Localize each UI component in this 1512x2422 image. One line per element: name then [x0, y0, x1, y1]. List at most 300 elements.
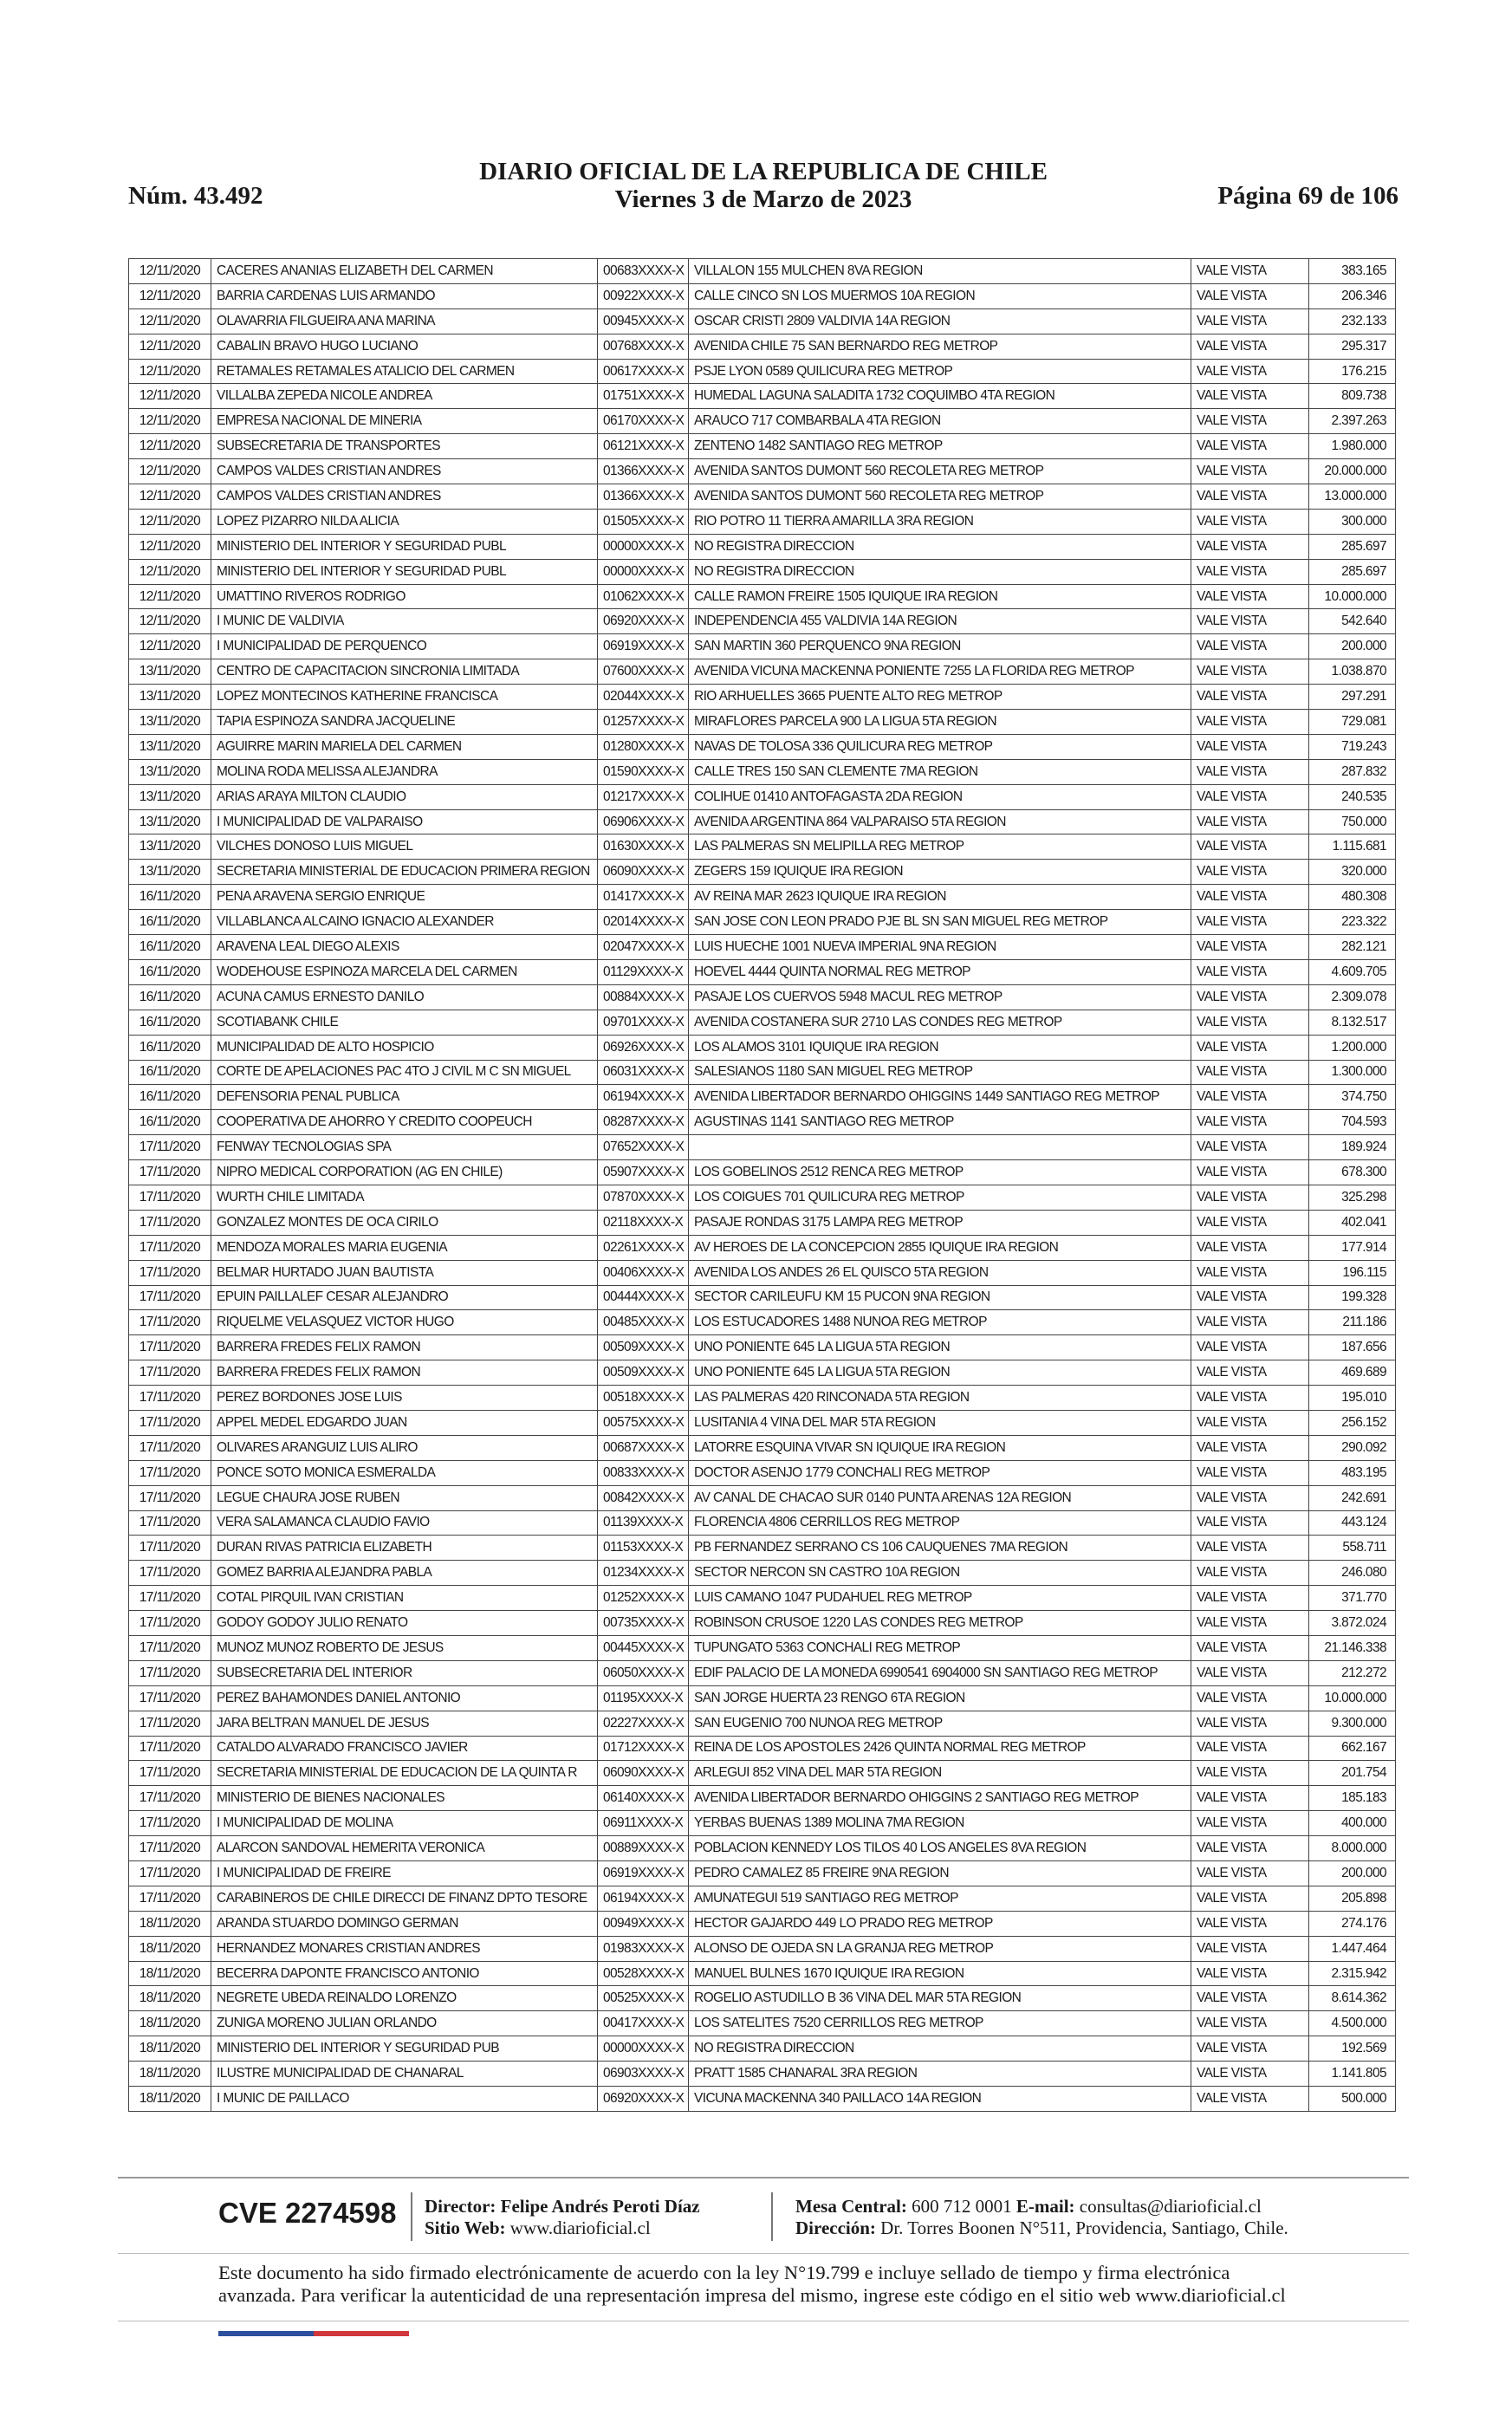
payment-type-cell: VALE VISTA: [1191, 308, 1309, 334]
payment-type-cell: VALE VISTA: [1191, 1160, 1309, 1185]
table-row: [129, 1986, 1396, 2011]
amount-cell: 199.328: [1309, 1285, 1396, 1310]
table-row: [129, 1335, 1396, 1360]
name-cell: VILLALBA ZEPEDA NICOLE ANDREA: [211, 384, 598, 409]
address-cell: NO REGISTRA DIRECCION: [689, 559, 1191, 584]
address-cell: EDIF PALACIO DE LA MONEDA 6990541 6904000 SN SANTIAGO REG METROP: [689, 1660, 1191, 1685]
date-cell: 13/11/2020: [129, 784, 211, 809]
address-cell: SALESIANOS 1180 SAN MIGUEL REG METROP: [689, 1060, 1191, 1085]
rut-cell: 06903XXXX-X: [598, 2062, 689, 2087]
amount-cell: 1.300.000: [1309, 1060, 1396, 1085]
address-cell: PEDRO CAMALEZ 85 FREIRE 9NA REGION: [689, 1861, 1191, 1886]
amount-cell: 1.447.464: [1309, 1936, 1396, 1961]
amount-cell: 809.738: [1309, 384, 1396, 409]
flag-blue-band: [218, 2331, 314, 2336]
amount-cell: 704.593: [1309, 1110, 1396, 1135]
date-cell: 17/11/2020: [129, 1536, 211, 1561]
date-cell: 12/11/2020: [129, 584, 211, 609]
date-cell: 17/11/2020: [129, 1861, 211, 1886]
date-cell: 12/11/2020: [129, 259, 211, 284]
address-cell: RIO POTRO 11 TIERRA AMARILLA 3RA REGION: [689, 509, 1191, 534]
web-label: Sitio Web:: [425, 2217, 506, 2238]
payment-type-cell: VALE VISTA: [1191, 885, 1309, 910]
payment-type-cell: VALE VISTA: [1191, 1285, 1309, 1310]
rut-cell: 01217XXXX-X: [598, 784, 689, 809]
rut-cell: 01139XXXX-X: [598, 1510, 689, 1536]
address-cell: AVENIDA SANTOS DUMONT 560 RECOLETA REG METROP: [689, 484, 1191, 510]
address-cell: ALONSO DE OJEDA SN LA GRANJA REG METROP: [689, 1936, 1191, 1961]
date-cell: 12/11/2020: [129, 334, 211, 359]
amount-cell: 256.152: [1309, 1410, 1396, 1435]
name-cell: MINISTERIO DEL INTERIOR Y SEGURIDAD PUBL: [211, 534, 598, 559]
table-row: [129, 710, 1396, 735]
payment-type-cell: VALE VISTA: [1191, 609, 1309, 634]
footer-divider: [411, 2192, 412, 2241]
payment-type-cell: VALE VISTA: [1191, 1961, 1309, 1986]
direccion-value: Dr. Torres Boonen N°511, Providencia, Santiago, Chile.: [880, 2217, 1288, 2238]
address-cell: HUMEDAL LAGUNA SALADITA 1732 COQUIMBO 4TA REGION: [689, 384, 1191, 409]
address-cell: AVENIDA LOS ANDES 26 EL QUISCO 5TA REGION: [689, 1260, 1191, 1285]
amount-cell: 4.609.705: [1309, 959, 1396, 984]
payment-type-cell: VALE VISTA: [1191, 834, 1309, 860]
amount-cell: 2.315.942: [1309, 1961, 1396, 1986]
name-cell: FENWAY TECNOLOGIAS SPA: [211, 1135, 598, 1160]
date-cell: 16/11/2020: [129, 910, 211, 935]
date-cell: 17/11/2020: [129, 1886, 211, 1911]
flag-red-band: [314, 2331, 409, 2336]
name-cell: MENDOZA MORALES MARIA EUGENIA: [211, 1235, 598, 1260]
amount-cell: 200.000: [1309, 634, 1396, 659]
payment-type-cell: VALE VISTA: [1191, 2011, 1309, 2036]
legal-line-2: avanzada. Para verificar la autenticidad de una representación impresa del mismo, ingrese este código en el sitio web www.diarioficial.cl: [218, 2284, 1286, 2306]
amount-cell: 297.291: [1309, 685, 1396, 710]
rut-cell: 00000XXXX-X: [598, 559, 689, 584]
date-cell: 12/11/2020: [129, 559, 211, 584]
amount-cell: 206.346: [1309, 283, 1396, 308]
table-row: [129, 509, 1396, 534]
payments-table-container: [128, 258, 1395, 2112]
date-cell: 17/11/2020: [129, 1360, 211, 1386]
name-cell: MUNICIPALIDAD DE ALTO HOSPICIO: [211, 1035, 598, 1060]
address-cell: PRATT 1585 CHANARAL 3RA REGION: [689, 2062, 1191, 2087]
name-cell: AGUIRRE MARIN MARIELA DEL CARMEN: [211, 734, 598, 759]
name-cell: MUNOZ MUNOZ ROBERTO DE JESUS: [211, 1635, 598, 1660]
rut-cell: 00000XXXX-X: [598, 2036, 689, 2062]
name-cell: PENA ARAVENA SERGIO ENRIQUE: [211, 885, 598, 910]
payment-type-cell: VALE VISTA: [1191, 434, 1309, 459]
name-cell: BARRERA FREDES FELIX RAMON: [211, 1360, 598, 1386]
name-cell: CABALIN BRAVO HUGO LUCIANO: [211, 334, 598, 359]
address-cell: ARAUCO 717 COMBARBALA 4TA REGION: [689, 409, 1191, 434]
payment-type-cell: VALE VISTA: [1191, 1135, 1309, 1160]
publication-date: Viernes 3 de Marzo de 2023: [614, 185, 912, 213]
name-cell: APPEL MEDEL EDGARDO JUAN: [211, 1410, 598, 1435]
payment-type-cell: VALE VISTA: [1191, 484, 1309, 510]
address-cell: MIRAFLORES PARCELA 900 LA LIGUA 5TA REGION: [689, 710, 1191, 735]
date-cell: 12/11/2020: [129, 634, 211, 659]
table-row: [129, 1811, 1396, 1836]
amount-cell: 20.000.000: [1309, 459, 1396, 484]
table-row: [129, 1761, 1396, 1786]
name-cell: PEREZ BORDONES JOSE LUIS: [211, 1386, 598, 1411]
payment-type-cell: VALE VISTA: [1191, 1836, 1309, 1861]
table-row: [129, 1886, 1396, 1911]
rut-cell: 00528XXXX-X: [598, 1961, 689, 1986]
date-cell: 13/11/2020: [129, 834, 211, 860]
amount-cell: 483.195: [1309, 1460, 1396, 1485]
amount-cell: 176.215: [1309, 359, 1396, 384]
name-cell: SECRETARIA MINISTERIAL DE EDUCACION DE LA QUINTA R: [211, 1761, 598, 1786]
rut-cell: 01505XXXX-X: [598, 509, 689, 534]
table-row: [129, 484, 1396, 510]
date-cell: 17/11/2020: [129, 1485, 211, 1510]
payment-type-cell: VALE VISTA: [1191, 634, 1309, 659]
name-cell: OLAVARRIA FILGUEIRA ANA MARINA: [211, 308, 598, 334]
date-cell: 17/11/2020: [129, 1685, 211, 1711]
amount-cell: 729.081: [1309, 710, 1396, 735]
date-cell: 17/11/2020: [129, 1561, 211, 1586]
date-cell: 17/11/2020: [129, 1335, 211, 1360]
name-cell: MINISTERIO DEL INTERIOR Y SEGURIDAD PUB: [211, 2036, 598, 2062]
payment-type-cell: VALE VISTA: [1191, 860, 1309, 885]
name-cell: MINISTERIO DE BIENES NACIONALES: [211, 1786, 598, 1811]
name-cell: PONCE SOTO MONICA ESMERALDA: [211, 1460, 598, 1485]
amount-cell: 374.750: [1309, 1085, 1396, 1110]
issue-number: Núm. 43.492: [128, 182, 263, 210]
table-row: [129, 1035, 1396, 1060]
name-cell: GOMEZ BARRIA ALEJANDRA PABLA: [211, 1561, 598, 1586]
address-cell: CALLE RAMON FREIRE 1505 IQUIQUE IRA REGION: [689, 584, 1191, 609]
table-row: [129, 734, 1396, 759]
rut-cell: 06919XXXX-X: [598, 634, 689, 659]
address-cell: AVENIDA VICUNA MACKENNA PONIENTE 7255 LA FLORIDA REG METROP: [689, 659, 1191, 685]
payment-type-cell: VALE VISTA: [1191, 710, 1309, 735]
table-row: [129, 1660, 1396, 1685]
mesa-label: Mesa Central:: [795, 2196, 907, 2217]
table-row: [129, 910, 1396, 935]
address-cell: PSJE LYON 0589 QUILICURA REG METROP: [689, 359, 1191, 384]
table-row: [129, 1235, 1396, 1260]
name-cell: VERA SALAMANCA CLAUDIO FAVIO: [211, 1510, 598, 1536]
address-cell: HOEVEL 4444 QUINTA NORMAL REG METROP: [689, 959, 1191, 984]
rut-cell: 01252XXXX-X: [598, 1586, 689, 1611]
date-cell: 13/11/2020: [129, 710, 211, 735]
payment-type-cell: VALE VISTA: [1191, 534, 1309, 559]
table-row: [129, 2087, 1396, 2112]
date-cell: 16/11/2020: [129, 1085, 211, 1110]
amount-cell: 200.000: [1309, 1861, 1396, 1886]
date-cell: 17/11/2020: [129, 1260, 211, 1285]
address-cell: SAN MARTIN 360 PERQUENCO 9NA REGION: [689, 634, 1191, 659]
amount-cell: 246.080: [1309, 1561, 1396, 1586]
address-cell: COLIHUE 01410 ANTOFAGASTA 2DA REGION: [689, 784, 1191, 809]
address-cell: REINA DE LOS APOSTOLES 2426 QUINTA NORMAL REG METROP: [689, 1736, 1191, 1761]
table-row: [129, 334, 1396, 359]
amount-cell: 400.000: [1309, 1811, 1396, 1836]
amount-cell: 290.092: [1309, 1435, 1396, 1460]
date-cell: 16/11/2020: [129, 959, 211, 984]
table-row: [129, 959, 1396, 984]
date-cell: 13/11/2020: [129, 659, 211, 685]
amount-cell: 285.697: [1309, 559, 1396, 584]
date-cell: 17/11/2020: [129, 1160, 211, 1185]
name-cell: LOPEZ PIZARRO NILDA ALICIA: [211, 509, 598, 534]
rut-cell: 00417XXXX-X: [598, 2011, 689, 2036]
rut-cell: 07600XXXX-X: [598, 659, 689, 685]
date-cell: 17/11/2020: [129, 1761, 211, 1786]
name-cell: ACUNA CAMUS ERNESTO DANILO: [211, 984, 598, 1010]
payment-type-cell: VALE VISTA: [1191, 1110, 1309, 1135]
payment-type-cell: VALE VISTA: [1191, 1510, 1309, 1536]
name-cell: SECRETARIA MINISTERIAL DE EDUCACION PRIMERA REGION: [211, 860, 598, 885]
payment-type-cell: VALE VISTA: [1191, 559, 1309, 584]
rut-cell: 00922XXXX-X: [598, 283, 689, 308]
name-cell: LEGUE CHAURA JOSE RUBEN: [211, 1485, 598, 1510]
payment-type-cell: VALE VISTA: [1191, 359, 1309, 384]
date-cell: 17/11/2020: [129, 1836, 211, 1861]
payment-type-cell: VALE VISTA: [1191, 1586, 1309, 1611]
masthead: [128, 158, 1398, 213]
amount-cell: 750.000: [1309, 809, 1396, 834]
address-cell: SECTOR CARILEUFU KM 15 PUCON 9NA REGION: [689, 1285, 1191, 1310]
address-cell: NO REGISTRA DIRECCION: [689, 2036, 1191, 2062]
payment-type-cell: VALE VISTA: [1191, 1936, 1309, 1961]
table-row: [129, 1110, 1396, 1135]
amount-cell: 2.397.263: [1309, 409, 1396, 434]
rut-cell: 00445XXXX-X: [598, 1635, 689, 1660]
table-row: [129, 584, 1396, 609]
table-row: [129, 1485, 1396, 1510]
address-cell: POBLACION KENNEDY LOS TILOS 40 LOS ANGELES 8VA REGION: [689, 1836, 1191, 1861]
payment-type-cell: VALE VISTA: [1191, 334, 1309, 359]
table-row: [129, 434, 1396, 459]
name-cell: TAPIA ESPINOZA SANDRA JACQUELINE: [211, 710, 598, 735]
amount-cell: 201.754: [1309, 1761, 1396, 1786]
payment-type-cell: VALE VISTA: [1191, 1611, 1309, 1636]
table-row: [129, 1561, 1396, 1586]
table-row: [129, 1611, 1396, 1636]
address-cell: RIO ARHUELLES 3665 PUENTE ALTO REG METROP: [689, 685, 1191, 710]
amount-cell: 2.309.078: [1309, 984, 1396, 1010]
name-cell: MOLINA RODA MELISSA ALEJANDRA: [211, 759, 598, 784]
rut-cell: 02261XXXX-X: [598, 1235, 689, 1260]
name-cell: WURTH CHILE LIMITADA: [211, 1185, 598, 1210]
name-cell: GONZALEZ MONTES DE OCA CIRILO: [211, 1210, 598, 1235]
table-row: [129, 1460, 1396, 1485]
amount-cell: 500.000: [1309, 2087, 1396, 2112]
address-cell: LAS PALMERAS 420 RINCONADA 5TA REGION: [689, 1386, 1191, 1411]
address-cell: SECTOR NERCON SN CASTRO 10A REGION: [689, 1561, 1191, 1586]
rut-cell: 00842XXXX-X: [598, 1485, 689, 1510]
name-cell: SCOTIABANK CHILE: [211, 1010, 598, 1035]
address-cell: AV REINA MAR 2623 IQUIQUE IRA REGION: [689, 885, 1191, 910]
address-cell: AV HEROES DE LA CONCEPCION 2855 IQUIQUE IRA REGION: [689, 1235, 1191, 1260]
amount-cell: 242.691: [1309, 1485, 1396, 1510]
amount-cell: 196.115: [1309, 1260, 1396, 1285]
payment-type-cell: VALE VISTA: [1191, 1485, 1309, 1510]
address-cell: AVENIDA LIBERTADOR BERNARDO OHIGGINS 2 SANTIAGO REG METROP: [689, 1786, 1191, 1811]
address-cell: TUPUNGATO 5363 CONCHALI REG METROP: [689, 1635, 1191, 1660]
rut-cell: 00833XXXX-X: [598, 1460, 689, 1485]
table-row: [129, 559, 1396, 584]
date-cell: 12/11/2020: [129, 484, 211, 510]
name-cell: CACERES ANANIAS ELIZABETH DEL CARMEN: [211, 259, 598, 284]
address-cell: ROBINSON CRUSOE 1220 LAS CONDES REG METROP: [689, 1611, 1191, 1636]
payment-type-cell: VALE VISTA: [1191, 1561, 1309, 1586]
date-cell: 12/11/2020: [129, 459, 211, 484]
amount-cell: 383.165: [1309, 259, 1396, 284]
payment-type-cell: VALE VISTA: [1191, 1911, 1309, 1936]
date-cell: 16/11/2020: [129, 935, 211, 960]
amount-cell: 371.770: [1309, 1586, 1396, 1611]
date-cell: 17/11/2020: [129, 1410, 211, 1435]
payment-type-cell: VALE VISTA: [1191, 1335, 1309, 1360]
date-cell: 16/11/2020: [129, 984, 211, 1010]
date-cell: 17/11/2020: [129, 1185, 211, 1210]
address-cell: HECTOR GAJARDO 449 LO PRADO REG METROP: [689, 1911, 1191, 1936]
amount-cell: 320.000: [1309, 860, 1396, 885]
name-cell: ILUSTRE MUNICIPALIDAD DE CHANARAL: [211, 2062, 598, 2087]
name-cell: CATALDO ALVARADO FRANCISCO JAVIER: [211, 1736, 598, 1761]
rut-cell: 01366XXXX-X: [598, 484, 689, 510]
amount-cell: 187.656: [1309, 1335, 1396, 1360]
payment-type-cell: VALE VISTA: [1191, 1685, 1309, 1711]
rut-cell: 00525XXXX-X: [598, 1986, 689, 2011]
amount-cell: 9.300.000: [1309, 1711, 1396, 1736]
amount-cell: 13.000.000: [1309, 484, 1396, 510]
address-cell: AMUNATEGUI 519 SANTIAGO REG METROP: [689, 1886, 1191, 1911]
rut-cell: 00617XXXX-X: [598, 359, 689, 384]
name-cell: SUBSECRETARIA DEL INTERIOR: [211, 1660, 598, 1685]
date-cell: 18/11/2020: [129, 1936, 211, 1961]
table-row: [129, 2036, 1396, 2062]
date-cell: 18/11/2020: [129, 2036, 211, 2062]
payment-type-cell: VALE VISTA: [1191, 2062, 1309, 2087]
name-cell: UMATTINO RIVEROS RODRIGO: [211, 584, 598, 609]
table-row: [129, 1260, 1396, 1285]
date-cell: 12/11/2020: [129, 434, 211, 459]
name-cell: EPUIN PAILLALEF CESAR ALEJANDRO: [211, 1285, 598, 1310]
footer-divider: [771, 2192, 773, 2241]
table-row: [129, 259, 1396, 284]
name-cell: LOPEZ MONTECINOS KATHERINE FRANCISCA: [211, 685, 598, 710]
footer-middle-rule: [118, 2253, 1409, 2254]
flag-stripe: [218, 2331, 409, 2336]
date-cell: 12/11/2020: [129, 509, 211, 534]
name-cell: ARAVENA LEAL DIEGO ALEXIS: [211, 935, 598, 960]
table-row: [129, 984, 1396, 1010]
address-cell: SAN JORGE HUERTA 23 RENGO 6TA REGION: [689, 1685, 1191, 1711]
rut-cell: 06906XXXX-X: [598, 809, 689, 834]
amount-cell: 287.832: [1309, 759, 1396, 784]
rut-cell: 00444XXXX-X: [598, 1285, 689, 1310]
payment-type-cell: VALE VISTA: [1191, 685, 1309, 710]
name-cell: I MUNICIPALIDAD DE MOLINA: [211, 1811, 598, 1836]
rut-cell: 01195XXXX-X: [598, 1685, 689, 1711]
name-cell: ARIAS ARAYA MILTON CLAUDIO: [211, 784, 598, 809]
date-cell: 17/11/2020: [129, 1135, 211, 1160]
payment-type-cell: VALE VISTA: [1191, 1386, 1309, 1411]
rut-cell: 01366XXXX-X: [598, 459, 689, 484]
rut-cell: 01590XXXX-X: [598, 759, 689, 784]
name-cell: RIQUELME VELASQUEZ VICTOR HUGO: [211, 1310, 598, 1335]
payment-type-cell: VALE VISTA: [1191, 734, 1309, 759]
payment-type-cell: VALE VISTA: [1191, 1986, 1309, 2011]
name-cell: ZUNIGA MORENO JULIAN ORLANDO: [211, 2011, 598, 2036]
amount-cell: 325.298: [1309, 1185, 1396, 1210]
payment-type-cell: VALE VISTA: [1191, 984, 1309, 1010]
table-row: [129, 1060, 1396, 1085]
rut-cell: 09701XXXX-X: [598, 1010, 689, 1035]
payment-type-cell: VALE VISTA: [1191, 2087, 1309, 2112]
table-row: [129, 659, 1396, 685]
table-row: [129, 459, 1396, 484]
rut-cell: 00889XXXX-X: [598, 1836, 689, 1861]
payment-type-cell: VALE VISTA: [1191, 1635, 1309, 1660]
rut-cell: 08287XXXX-X: [598, 1110, 689, 1135]
rut-cell: 02047XXXX-X: [598, 935, 689, 960]
payment-type-cell: VALE VISTA: [1191, 1235, 1309, 1260]
date-cell: 13/11/2020: [129, 860, 211, 885]
date-cell: 17/11/2020: [129, 1635, 211, 1660]
date-cell: 13/11/2020: [129, 734, 211, 759]
table-row: [129, 809, 1396, 834]
amount-cell: 678.300: [1309, 1160, 1396, 1185]
amount-cell: 4.500.000: [1309, 2011, 1396, 2036]
rut-cell: 06194XXXX-X: [598, 1886, 689, 1911]
address-cell: AGUSTINAS 1141 SANTIAGO REG METROP: [689, 1110, 1191, 1135]
payment-type-cell: VALE VISTA: [1191, 1035, 1309, 1060]
address-cell: MANUEL BULNES 1670 IQUIQUE IRA REGION: [689, 1961, 1191, 1986]
date-cell: 13/11/2020: [129, 685, 211, 710]
amount-cell: 480.308: [1309, 885, 1396, 910]
payment-type-cell: VALE VISTA: [1191, 259, 1309, 284]
date-cell: 18/11/2020: [129, 1986, 211, 2011]
address-cell: PB FERNANDEZ SERRANO CS 106 CAUQUENES 7MA REGION: [689, 1536, 1191, 1561]
rut-cell: 06911XXXX-X: [598, 1811, 689, 1836]
legal-line-1: Este documento ha sido firmado electrónicamente de acuerdo con la ley N°19.799 e incluye sellado de tiempo y firma electrónica: [218, 2262, 1230, 2283]
rut-cell: 00509XXXX-X: [598, 1360, 689, 1386]
name-cell: DURAN RIVAS PATRICIA ELIZABETH: [211, 1536, 598, 1561]
address-cell: UNO PONIENTE 645 LA LIGUA 5TA REGION: [689, 1360, 1191, 1386]
email-link[interactable]: consultas@diarioficial.cl: [1079, 2196, 1262, 2217]
name-cell: COOPERATIVA DE AHORRO Y CREDITO COOPEUCH: [211, 1110, 598, 1135]
rut-cell: 06920XXXX-X: [598, 609, 689, 634]
date-cell: 17/11/2020: [129, 1235, 211, 1260]
payment-type-cell: VALE VISTA: [1191, 1886, 1309, 1911]
web-link[interactable]: www.diarioficial.cl: [509, 2217, 651, 2238]
name-cell: CAMPOS VALDES CRISTIAN ANDRES: [211, 484, 598, 510]
payment-type-cell: VALE VISTA: [1191, 1060, 1309, 1085]
rut-cell: 02014XXXX-X: [598, 910, 689, 935]
table-row: [129, 384, 1396, 409]
rut-cell: 01062XXXX-X: [598, 584, 689, 609]
address-cell: CALLE TRES 150 SAN CLEMENTE 7MA REGION: [689, 759, 1191, 784]
rut-cell: 00945XXXX-X: [598, 308, 689, 334]
date-cell: 13/11/2020: [129, 809, 211, 834]
address-cell: INDEPENDENCIA 455 VALDIVIA 14A REGION: [689, 609, 1191, 634]
amount-cell: 8.132.517: [1309, 1010, 1396, 1035]
page-header: [128, 156, 1398, 217]
address-cell: VICUNA MACKENNA 340 PAILLACO 14A REGION: [689, 2087, 1191, 2112]
payment-type-cell: VALE VISTA: [1191, 1861, 1309, 1886]
name-cell: BELMAR HURTADO JUAN BAUTISTA: [211, 1260, 598, 1285]
amount-cell: 232.133: [1309, 308, 1396, 334]
rut-cell: 01153XXXX-X: [598, 1536, 689, 1561]
address-cell: ZENTENO 1482 SANTIAGO REG METROP: [689, 434, 1191, 459]
table-row: [129, 283, 1396, 308]
amount-cell: 205.898: [1309, 1886, 1396, 1911]
